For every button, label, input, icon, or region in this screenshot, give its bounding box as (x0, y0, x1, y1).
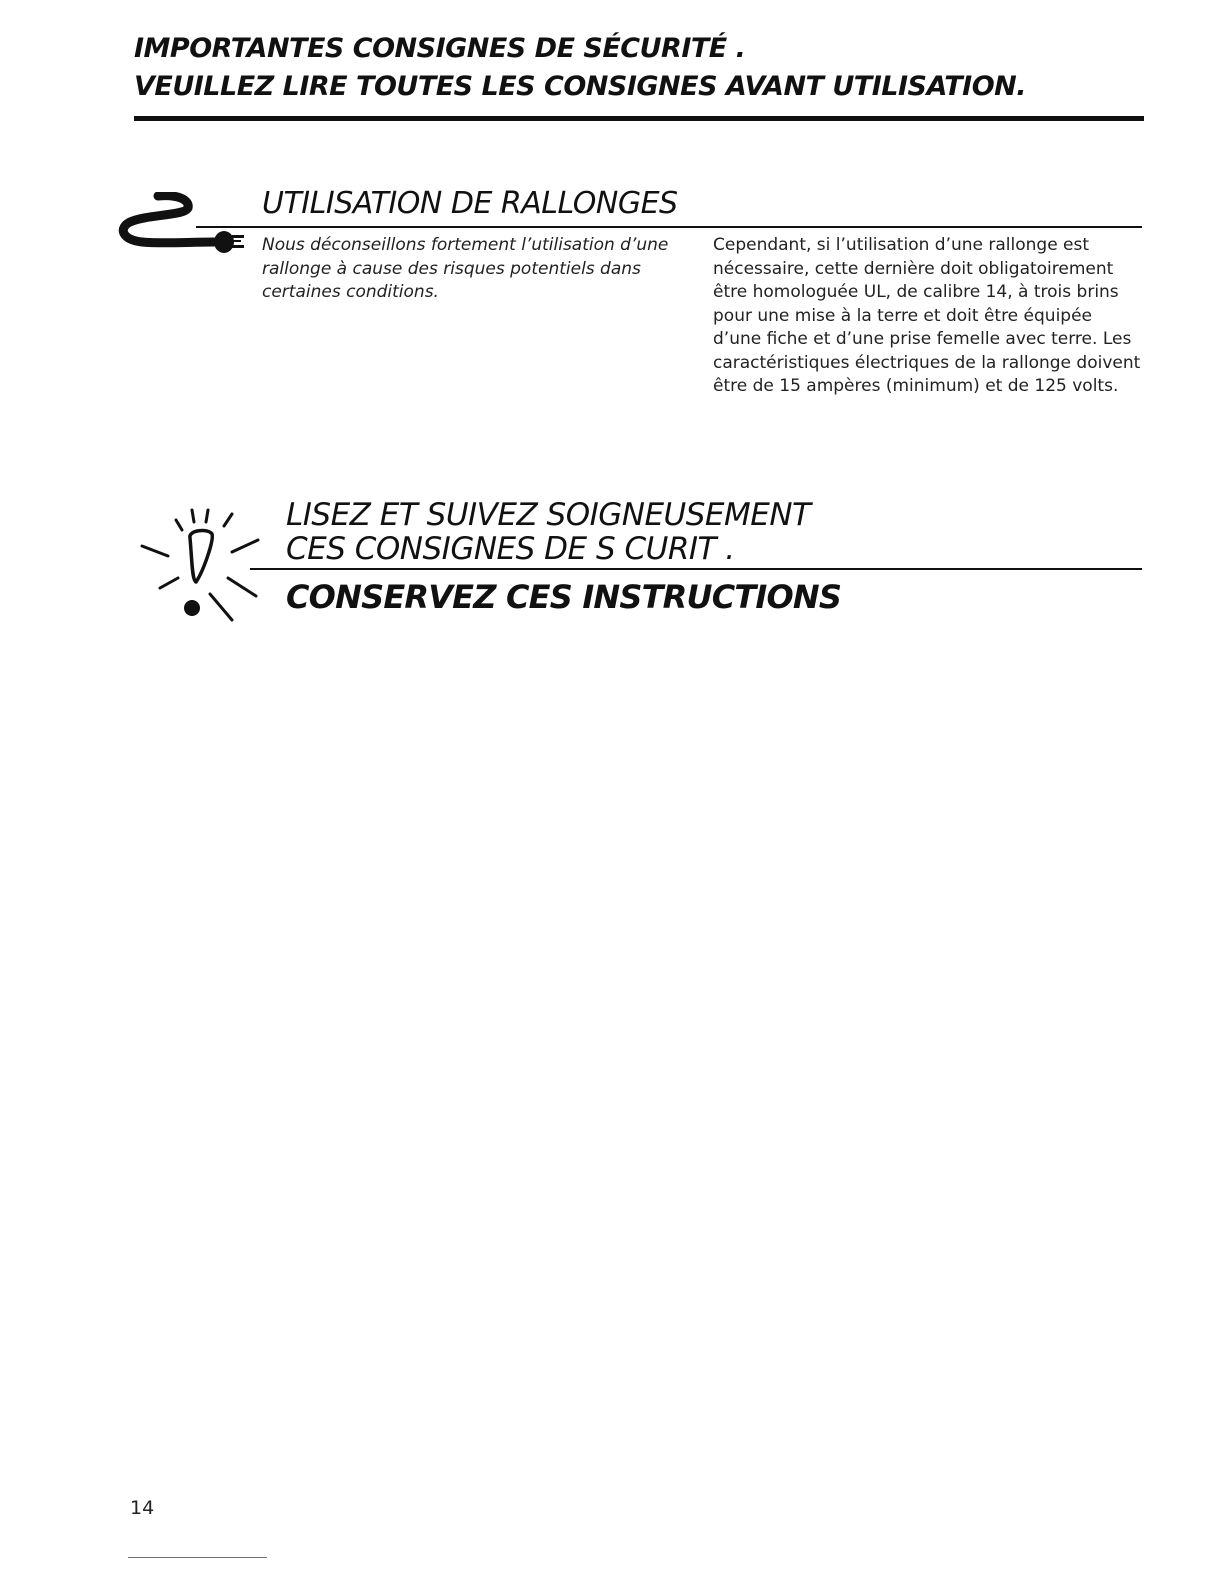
safety-notice-line-2: CES CONSIGNES DE S CURIT . (286, 531, 735, 567)
save-instructions-heading: CONSERVEZ CES INSTRUCTIONS (286, 578, 842, 616)
warning-exclamation-icon (130, 500, 270, 630)
page-number: 14 (130, 1497, 155, 1519)
header-line-1: IMPORTANTES CONSIGNES DE SÉCURITÉ . (134, 33, 746, 64)
header-divider (134, 116, 1144, 121)
header-line-2: VEUILLEZ LIRE TOUTES LES CONSIGNES AVANT UTILISATION. (134, 71, 1027, 102)
power-cord-icon (118, 192, 248, 272)
section-divider (196, 226, 1142, 228)
footer-divider (128, 1557, 267, 1558)
extension-cord-requirements-text: Cependant, si l’utilisation d’une rallonge est nécessaire, cette dernière doit obligatoirement être homologuée UL, de calibre 14, à trois brins pour une mise à la terre et doit être équipée d’une fiche et d’une prise femelle avec terre. Les caractéristiques électriques de la rallonge doivent être de 15 ampères (minimum) et de 125 volts. (713, 235, 1141, 396)
page-header (134, 30, 1144, 106)
safety-notice-divider (250, 568, 1142, 570)
section-title-extension-cords: UTILISATION DE RALLONGES (262, 186, 678, 221)
extension-cord-warning-text: Nous déconseillons fortement l’utilisation d’une rallonge à cause des risques potentiels dans certaines conditions. (262, 235, 669, 302)
safety-notice-line-1: LISEZ ET SUIVEZ SOIGNEUSEMENT (286, 497, 811, 533)
